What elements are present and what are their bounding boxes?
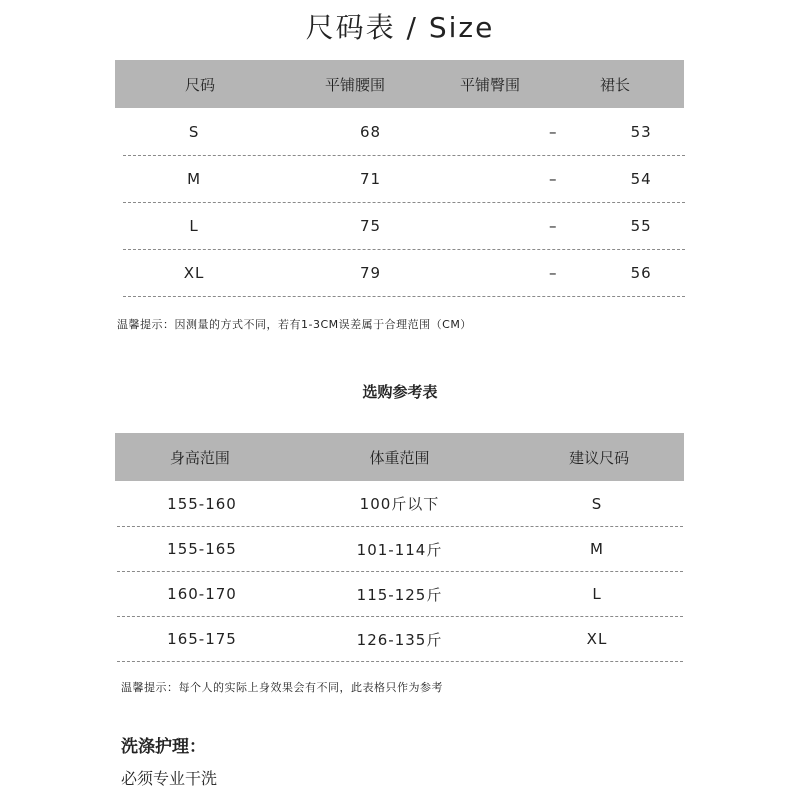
care-title: 洗涤护理： [121,737,206,757]
size-note: 温馨提示：因测量的方式不同，若有1-3CM误差属于合理范围（CM） [117,318,472,331]
cell-hip: – [549,264,558,282]
header-cell-suggested-size: 建议尺码 [569,448,630,467]
cell-waist: 71 [360,170,382,188]
table-row [123,156,685,203]
header-cell-waist: 平铺腰围 [324,75,385,94]
cell-length: 55 [630,217,652,235]
cell-weight: 100斤以下 [359,495,440,513]
cell-height: 155-160 [167,494,237,513]
cell-suggested-size: XL [586,630,608,648]
header-cell-hip: 平铺臀围 [459,75,520,94]
cell-weight: 115-125斤 [356,585,443,604]
reference-note: 温馨提示：每个人的实际上身效果会有不同，此表格只作为参考 [121,681,443,694]
cell-hip: – [549,122,558,141]
header-cell-height: 身高范围 [169,448,230,467]
cell-hip: – [549,217,558,235]
table-row [123,250,685,297]
cell-height: 165-175 [167,630,237,648]
size-table-body [123,108,685,297]
cell-weight: 101-114斤 [356,540,443,559]
cell-weight: 126-135斤 [356,630,443,649]
care-instructions: 必须专业干洗 [121,769,218,788]
size-table [115,60,684,297]
reference-table-body [117,481,683,662]
reference-table-title: 选购参考表 [362,383,438,401]
header-cell-length: 裙长 [599,75,630,94]
cell-size: M [187,170,202,188]
cell-size: L [189,217,199,235]
size-table-header [115,60,684,108]
cell-waist: 75 [360,217,382,235]
table-row [123,203,685,250]
table-row [117,617,683,662]
cell-suggested-size: M [590,540,604,558]
cell-height: 160-170 [167,585,237,603]
cell-suggested-size: L [592,585,602,603]
table-row [117,527,683,572]
cell-waist: 79 [360,264,382,282]
header-cell-size: 尺码 [184,75,215,94]
page-title: 尺码表 / Size [305,11,495,44]
cell-height: 155-165 [167,540,237,558]
cell-size: XL [183,264,205,282]
table-row [117,572,683,617]
cell-length: 56 [630,264,652,282]
header-cell-weight: 体重范围 [369,448,430,467]
cell-waist: 68 [360,122,382,141]
cell-hip: – [549,170,558,188]
cell-suggested-size: S [591,494,603,513]
reference-table-header [115,433,684,481]
table-row [117,481,683,527]
reference-table [115,433,684,662]
cell-length: 53 [630,122,652,141]
table-row [123,108,685,156]
cell-size: S [188,122,200,141]
cell-length: 54 [630,170,652,188]
